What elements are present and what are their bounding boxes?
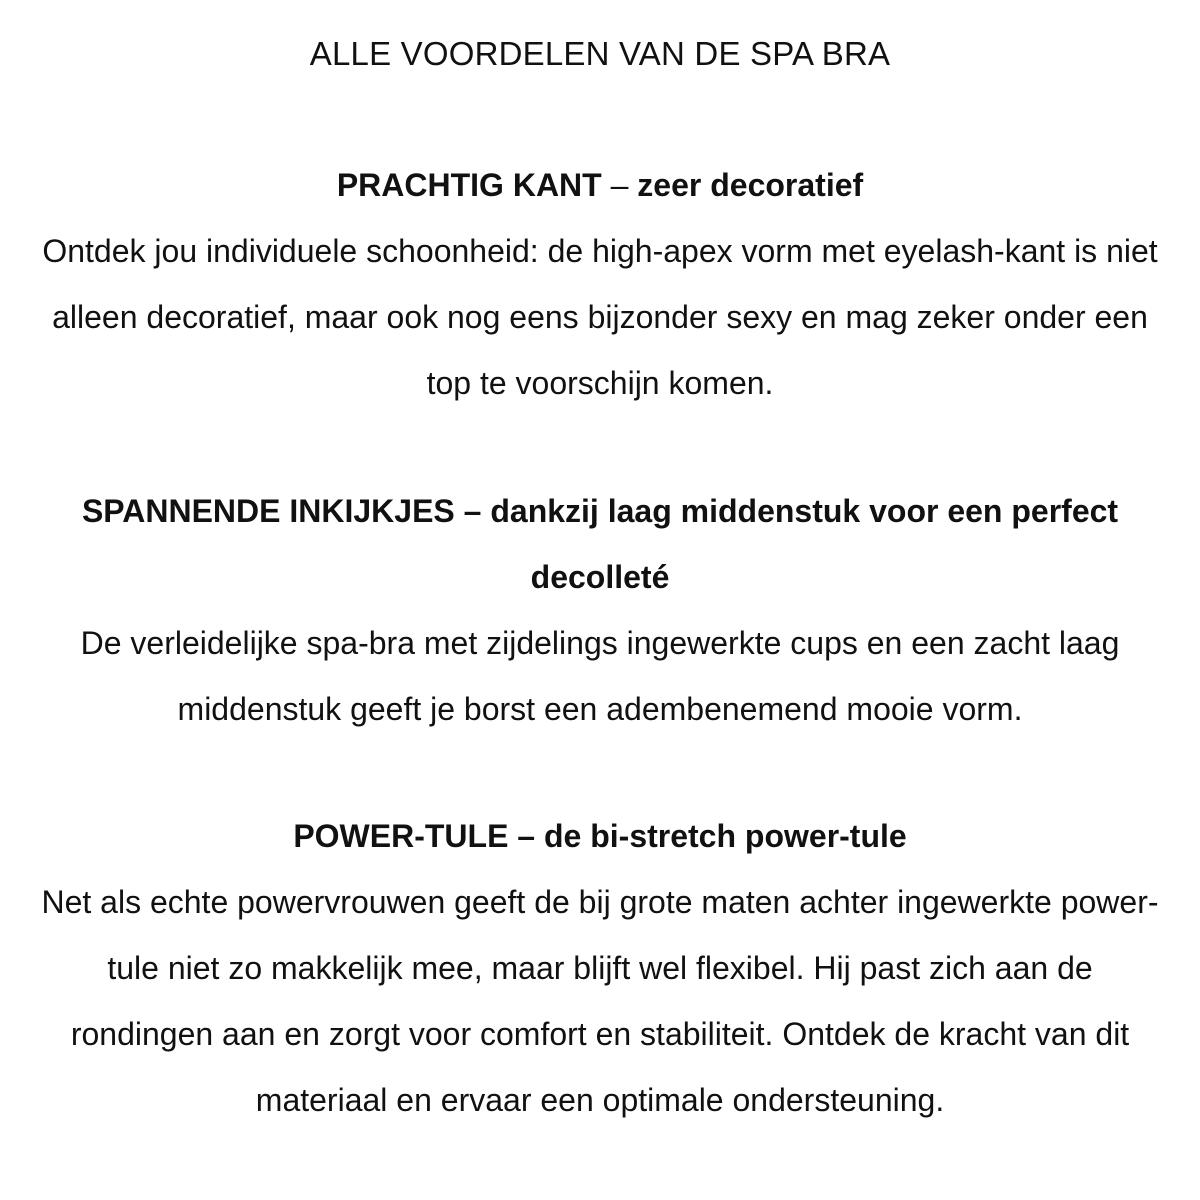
section-heading [40, 478, 1160, 610]
section-heading-separator: – [601, 167, 638, 203]
section-body: De verleidelijke spa-bra met zijdelings ingewerkte cups en een zacht laag middenstuk geeft je borst een adembenemend mooie vorm. [80, 625, 1120, 727]
section-heading-separator: – [508, 818, 544, 854]
section-heading-title: PRACHTIG KANT [336, 167, 602, 203]
section-lace [40, 152, 1160, 416]
section-heading-subtitle: dankzij laag middenstuk voor een perfect decolleté [490, 493, 1119, 595]
section-heading-subtitle: zeer decoratief [637, 167, 864, 203]
section-peek [40, 478, 1160, 742]
section-power-tule [40, 803, 1160, 1133]
section-heading-title: POWER-TULE [293, 818, 509, 854]
section-heading [40, 803, 1160, 869]
section-heading-separator: – [454, 493, 491, 529]
section-heading-title: SPANNENDE INKIJKJES [81, 493, 455, 529]
section-heading-subtitle: de bi-stretch power-tule [543, 818, 907, 854]
section-body: Net als echte powervrouwen geeft de bij grote maten achter ingewerkte power-tule niet zo makkelijk mee, maar blijft wel flexibel. Hij past zich aan de rondingen aan en zorgt voor comfort en stabiliteit. Ontdek de kracht van dit materiaal en ervaar een optimale ondersteuning. [41, 884, 1159, 1118]
section-heading [40, 152, 1160, 218]
page-title: ALLE VOORDELEN VAN DE SPA BRA [309, 35, 891, 72]
section-body: Ontdek jou individuele schoonheid: de high-apex vorm met eyelash-kant is niet alleen decoratief, maar ook nog eens bijzonder sexy en mag zeker onder een top te voorschijn komen. [42, 233, 1158, 401]
